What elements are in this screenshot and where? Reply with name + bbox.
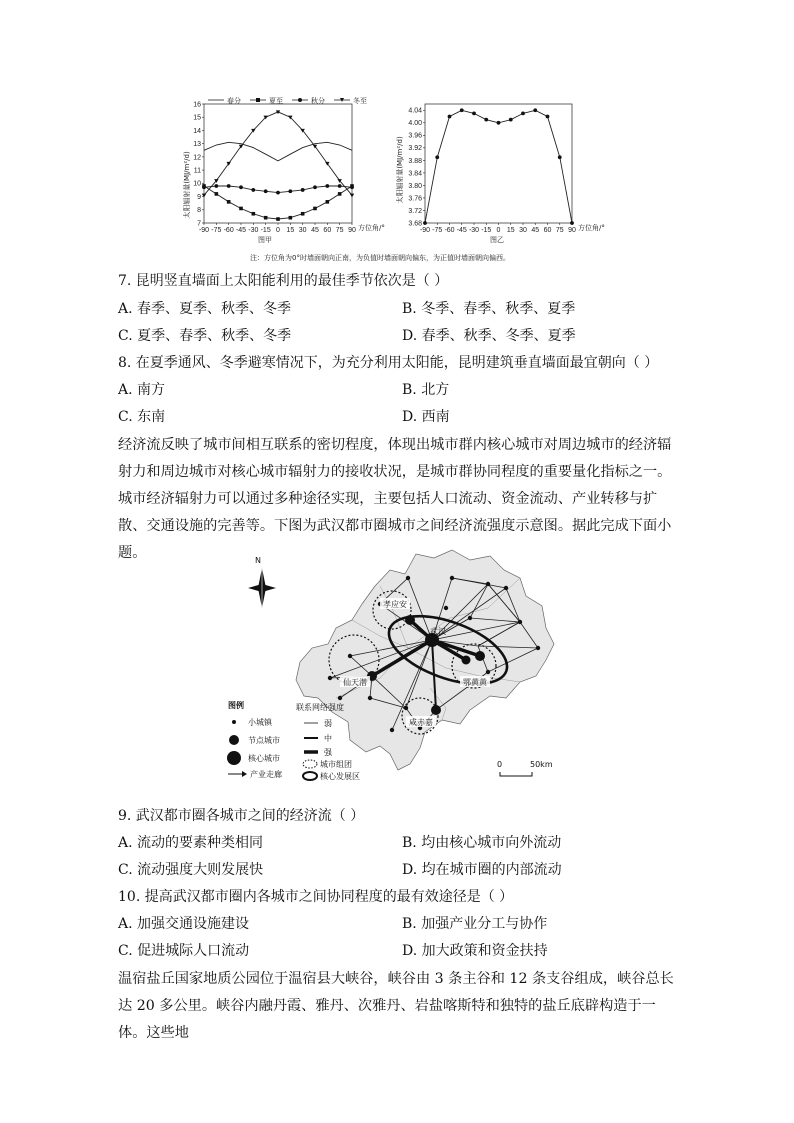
question-8-option-c[interactable]: C. 东南 [118, 409, 166, 425]
svg-text:N: N [255, 556, 261, 565]
question-8-option-a[interactable]: A. 南方 [118, 382, 166, 398]
y-tick-label: 10 [193, 180, 201, 188]
question-8-stem: 8. 在夏季通风、冬季避寒情况下，为充分利用太阳能，昆明建筑垂直墙面最宜朝向（ ） [118, 355, 659, 371]
data-point [313, 207, 317, 211]
y-tick-label: 4.00 [408, 120, 422, 128]
x-tick-label: 75 [555, 227, 564, 234]
x-tick-label: -60 [444, 227, 455, 234]
data-point [239, 185, 243, 189]
svg-text:50km: 50km [530, 760, 553, 769]
chart-right [395, 104, 605, 244]
chart-left [182, 101, 385, 244]
data-point [276, 217, 280, 221]
x-tick-label: 90 [568, 227, 576, 234]
series-line-春分 [204, 142, 352, 161]
data-point [301, 188, 305, 192]
data-point [202, 194, 206, 198]
y-tick-label: 3.80 [408, 182, 422, 190]
data-point [423, 221, 427, 225]
data-point [570, 221, 574, 225]
x-tick-label: 0 [496, 227, 501, 234]
question-9-stem: 9. 武汉都市圈各城市之间的经济流（ ） [118, 808, 365, 824]
chart-left-xunit: 方位角/° [358, 224, 385, 232]
x-tick-label: -75 [432, 227, 443, 234]
x-tick-label: -90 [419, 227, 431, 234]
x-tick-label: 75 [335, 227, 344, 234]
label-xiaoyingan: 孝应安 [383, 600, 407, 609]
data-point [521, 111, 525, 115]
legend-network-title: 联系网络强度 [296, 703, 344, 712]
data-point [325, 184, 329, 188]
y-tick-label: 3.92 [408, 145, 422, 153]
x-tick-label: 15 [506, 227, 515, 234]
legend-industrial-corridor: 产业走廊 [250, 770, 282, 779]
legend-label-autumn: 秋分 [311, 97, 325, 105]
y-tick-label: 7 [197, 220, 201, 228]
legend-weak: 弱 [324, 719, 332, 728]
wuhan-metro-map [220, 548, 580, 780]
data-point [350, 185, 354, 189]
y-tick-label: 12 [193, 154, 201, 162]
label-xiantianqian: 仙天潜 [343, 678, 367, 687]
data-point [264, 216, 268, 220]
question-9-option-c[interactable]: C. 流动强度大则发展快 [118, 862, 264, 878]
data-point [289, 216, 293, 220]
data-point [313, 185, 317, 189]
x-tick-label: -45 [456, 227, 467, 234]
question-7-option-c[interactable]: C. 夏季、春季、秋季、冬季 [118, 328, 292, 344]
passage-economic-flow: 经济流反映了城市间相互联系的密切程度，体现出城市群内核心城市对周边城市的经济辐射力和周边城市对核心城市辐射力的接收状况，是城市群协同程度的重要量化指标之一。城市经济辐射力可以通过多种途径实现，主要包括人口流动、资金流动、产业转移与扩散、交通设施的完善等。下图为武汉都市圈城市之间经济流强度示意图。据此完成下面小题。 [118, 437, 672, 561]
y-tick-label: 3.68 [408, 220, 422, 228]
y-tick-label: 13 [193, 141, 201, 149]
data-point [251, 188, 255, 192]
data-point [338, 192, 342, 196]
data-point [239, 207, 243, 211]
x-tick-label: 60 [323, 227, 332, 234]
data-point [252, 212, 256, 216]
passage-wensu-salt-dome: 温宿盐丘国家地质公园位于温宿县大峡谷，峡谷由 3 条主谷和 12 条支谷组成，峡谷总长达 20 多公里。峡谷内融丹霞、雅丹、次雅丹、岩盐喀斯特和独特的盐丘底辟构造于一体。这些地 [118, 971, 674, 1041]
data-point [264, 189, 268, 193]
x-tick-label: -90 [198, 227, 210, 234]
label-ehuanghuang: 鄂黄黄 [463, 678, 487, 687]
region-outline [296, 550, 554, 770]
y-tick-label: 4.04 [408, 107, 422, 115]
question-9-option-a[interactable]: A. 流动的要素种类相同 [118, 835, 264, 851]
x-tick-label: -30 [248, 227, 259, 234]
north-arrow-icon [248, 556, 276, 608]
x-tick-label: 15 [286, 227, 295, 234]
chart-left-caption: 图甲 [258, 236, 272, 244]
chart-right-xunit: 方位角/° [578, 224, 605, 232]
question-10-option-a[interactable]: A. 加强交通设施建设 [118, 916, 250, 932]
legend-label-spring: 春分 [227, 97, 241, 105]
figure-note: 注：方位角为0°时墙面朝向正南，为负值时墙面朝向偏东，为正值时墙面朝向偏西。 [250, 254, 510, 262]
legend-label-winter: 冬至 [353, 97, 367, 105]
solar-radiation-figure [180, 90, 605, 270]
question-7-option-b[interactable]: B. 冬季、春季、秋季、夏季 [402, 301, 576, 317]
data-point [214, 184, 218, 188]
legend-core-zone: 核心发展区 [320, 772, 360, 781]
legend-medium: 中 [324, 734, 332, 743]
svg-text:0: 0 [497, 760, 503, 769]
x-tick-label: -45 [235, 227, 247, 234]
legend-city-cluster: 城市组团 [320, 760, 352, 769]
data-point [533, 108, 537, 112]
data-point [202, 185, 206, 189]
question-8-option-b[interactable]: B. 北方 [402, 382, 450, 398]
label-xianchijia: 咸赤嘉 [409, 718, 433, 727]
data-point [460, 108, 464, 112]
question-10-option-b[interactable]: B. 加强产业分工与协作 [402, 916, 548, 932]
question-8-option-d[interactable]: D. 西南 [402, 409, 450, 425]
x-tick-label: 30 [519, 227, 527, 234]
question-10-option-d[interactable]: D. 加大政策和资金扶持 [402, 943, 548, 959]
series-line-main [425, 110, 572, 223]
y-tick-label: 3.84 [408, 170, 422, 178]
data-point [509, 118, 513, 122]
data-point [497, 121, 501, 125]
x-tick-label: 60 [543, 227, 552, 234]
data-point [546, 115, 550, 119]
x-tick-label: 90 [348, 227, 356, 234]
data-point [558, 155, 562, 159]
data-point [484, 118, 488, 122]
data-point [227, 200, 231, 204]
chart-right-caption: 图乙 [490, 236, 504, 244]
y-tick-label: 3.88 [408, 157, 422, 165]
data-point [227, 184, 231, 188]
data-point [215, 192, 219, 196]
x-tick-label: 0 [276, 227, 280, 234]
legend-label-summer: 夏至 [269, 97, 283, 105]
legend-node-city: 节点城市 [248, 736, 280, 745]
label-wuhan: 武汉 [430, 627, 446, 636]
y-tick-label: 15 [193, 114, 201, 122]
y-tick-label: 14 [193, 127, 201, 135]
question-10-stem: 10. 提高武汉都市圈内各城市之间协同程度的最有效途径是（ ） [118, 889, 514, 905]
data-point [448, 115, 452, 119]
data-point [276, 191, 280, 195]
data-point [472, 111, 476, 115]
question-9-option-d[interactable]: D. 均在城市圈的内部流动 [402, 862, 562, 878]
x-tick-label: -60 [223, 227, 234, 234]
x-tick-label: 45 [311, 227, 319, 234]
data-point [301, 212, 305, 216]
x-tick-label: 45 [531, 227, 540, 234]
x-tick-label: 30 [298, 227, 307, 234]
question-10-option-c[interactable]: C. 促进城际人口流动 [118, 943, 250, 959]
y-tick-label: 3.76 [408, 195, 422, 203]
x-tick-label: -15 [260, 227, 271, 234]
question-9-option-b[interactable]: B. 均由核心城市向外流动 [402, 835, 562, 851]
data-point [435, 155, 439, 159]
scale-bar [497, 760, 553, 776]
y-tick-label: 16 [193, 101, 201, 109]
y-tick-label: 9 [197, 193, 201, 201]
x-tick-label: -30 [468, 227, 480, 234]
x-tick-label: -75 [211, 227, 222, 234]
chart-left-ylabel: 太阳辐射量(MJ/m²/d) [183, 151, 191, 219]
question-7-option-d[interactable]: D. 春季、秋季、冬季、夏季 [402, 328, 576, 344]
legend-strong: 强 [324, 748, 332, 757]
data-point [338, 184, 342, 188]
series-line-冬至 [204, 112, 352, 195]
data-point [288, 189, 292, 193]
x-tick-label: -15 [481, 227, 492, 234]
chart-right-ylabel: 太阳辐射量(MJ/m²/d) [396, 136, 404, 204]
chart-frame [204, 104, 352, 223]
data-point [326, 200, 330, 204]
legend-title: 图例 [228, 701, 244, 710]
question-7-stem: 7. 昆明竖直墙面上太阳能利用的最佳季节依次是（ ） [118, 273, 449, 289]
legend-core-city: 核心城市 [248, 754, 280, 763]
y-tick-label: 8 [197, 207, 201, 215]
data-point [350, 194, 354, 198]
y-tick-label: 3.72 [408, 207, 422, 215]
legend-small-town: 小城镇 [248, 718, 272, 727]
y-tick-label: 3.96 [408, 132, 422, 140]
y-tick-label: 11 [193, 167, 201, 175]
question-7-option-a[interactable]: A. 春季、夏季、秋季、冬季 [118, 301, 292, 317]
